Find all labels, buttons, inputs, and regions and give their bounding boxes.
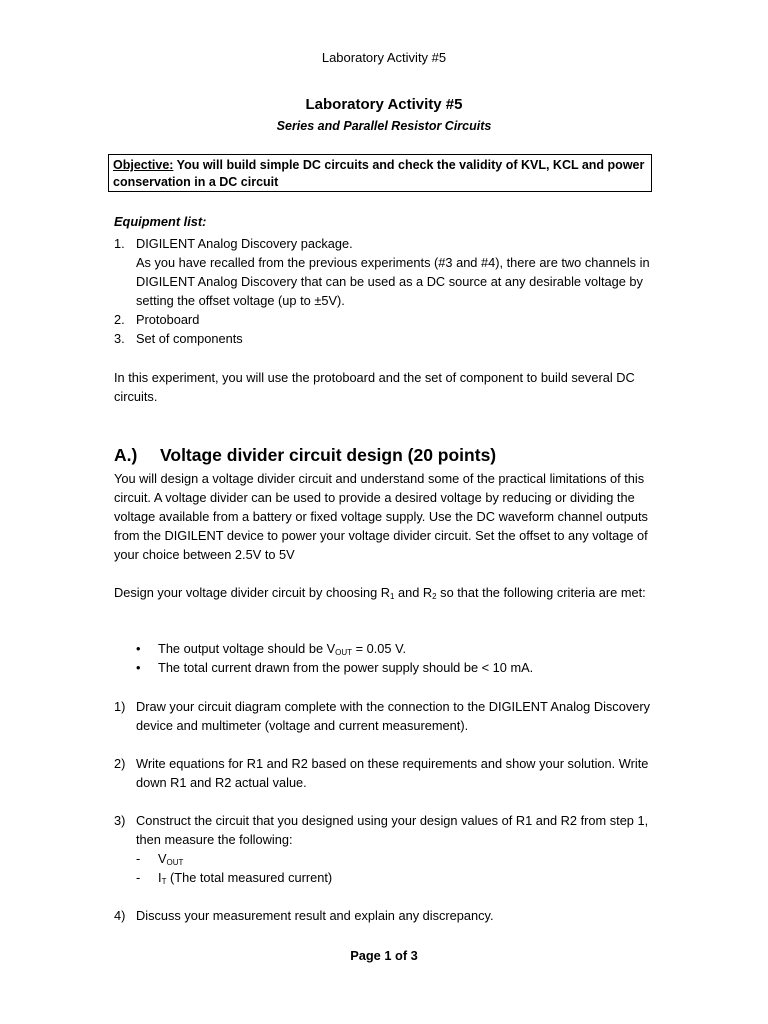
- section-a-heading: A.) Voltage divider circuit design (20 points): [114, 445, 497, 465]
- step-3: 3) Construct the circuit that you designed using your design values of R1 and R2 from step 1, then measure the following:: [114, 813, 649, 847]
- criteria-paragraph: Design your voltage divider circuit by choosing $R_1$ and $R_2$ so that the following criteria are met:: [114, 585, 646, 601]
- document-title: Laboratory Activity #5: [305, 96, 463, 113]
- objective-text: You will build simple DC circuits and check the validity of KVL, KCL and power conservation in a DC circuit: [113, 158, 645, 189]
- step-2: 2) Write equations for R1 and R2 based on these requirements and show your solution. Write down R1 and R2 actual value.: [114, 756, 649, 790]
- document-subtitle: Series and Parallel Resistor Circuits: [276, 119, 492, 133]
- list-item: - $I_T$ (The total measured current): [136, 870, 333, 886]
- equipment-list: [114, 234, 659, 348]
- equipment-heading: Equipment list:: [114, 214, 207, 229]
- section-a-paragraph: You will design a voltage divider circuit and understand some of the practical limitations of this circuit. A voltage divider can be used to provide a desired voltage by reducing or dividing the voltage available from a battery or fixed voltage supply. Use the DC waveform channel outputs from the DIGILENT device to power your voltage divider circuit. Set the offset to any voltage of your choice between 2.5V to 5V: [114, 471, 648, 562]
- objective-box: [108, 154, 652, 192]
- measurement-list: [136, 849, 332, 887]
- list-item: - $V_{OUT}$: [136, 851, 184, 867]
- step-4: 4) Discuss your measurement result and explain any discrepancy.: [114, 908, 494, 923]
- equipment-note: As you have recalled from the previous experiments (#3 and #4), there are two channels in DIGILENT Analog Discovery that can be used as a DC source at any desirable voltage by setting the offset voltage (up to ±5V).: [136, 255, 650, 308]
- list-item: • The output voltage should be $V_{OUT} = 0.05$ V.: [136, 641, 407, 657]
- list-item: • The total current drawn from the power supply should be < 10 mA.: [136, 660, 534, 675]
- page-number: Page 1 of 3: [350, 948, 418, 963]
- criteria-list: [136, 639, 656, 677]
- list-item: 1. DIGILENT Analog Discovery package. As you have recalled from the previous experiments (#3 and #4), there are two channels in DIGILENT Analog Discovery that can be used as a DC source at any desirable voltage by setting the offset voltage (up to ±5V).: [114, 234, 659, 310]
- intro-paragraph: In this experiment, you will use the protoboard and the set of component to build several DC circuits.: [114, 370, 635, 404]
- list-item: 3. Set of components: [114, 331, 243, 346]
- list-item: 2. Protoboard: [114, 312, 200, 327]
- step-1: 1) Draw your circuit diagram complete with the connection to the DIGILENT Analog Discovery device and multimeter (voltage and current measurement).: [114, 699, 650, 733]
- running-header: Laboratory Activity #5: [321, 50, 447, 65]
- objective-label: Objective:: [113, 158, 174, 172]
